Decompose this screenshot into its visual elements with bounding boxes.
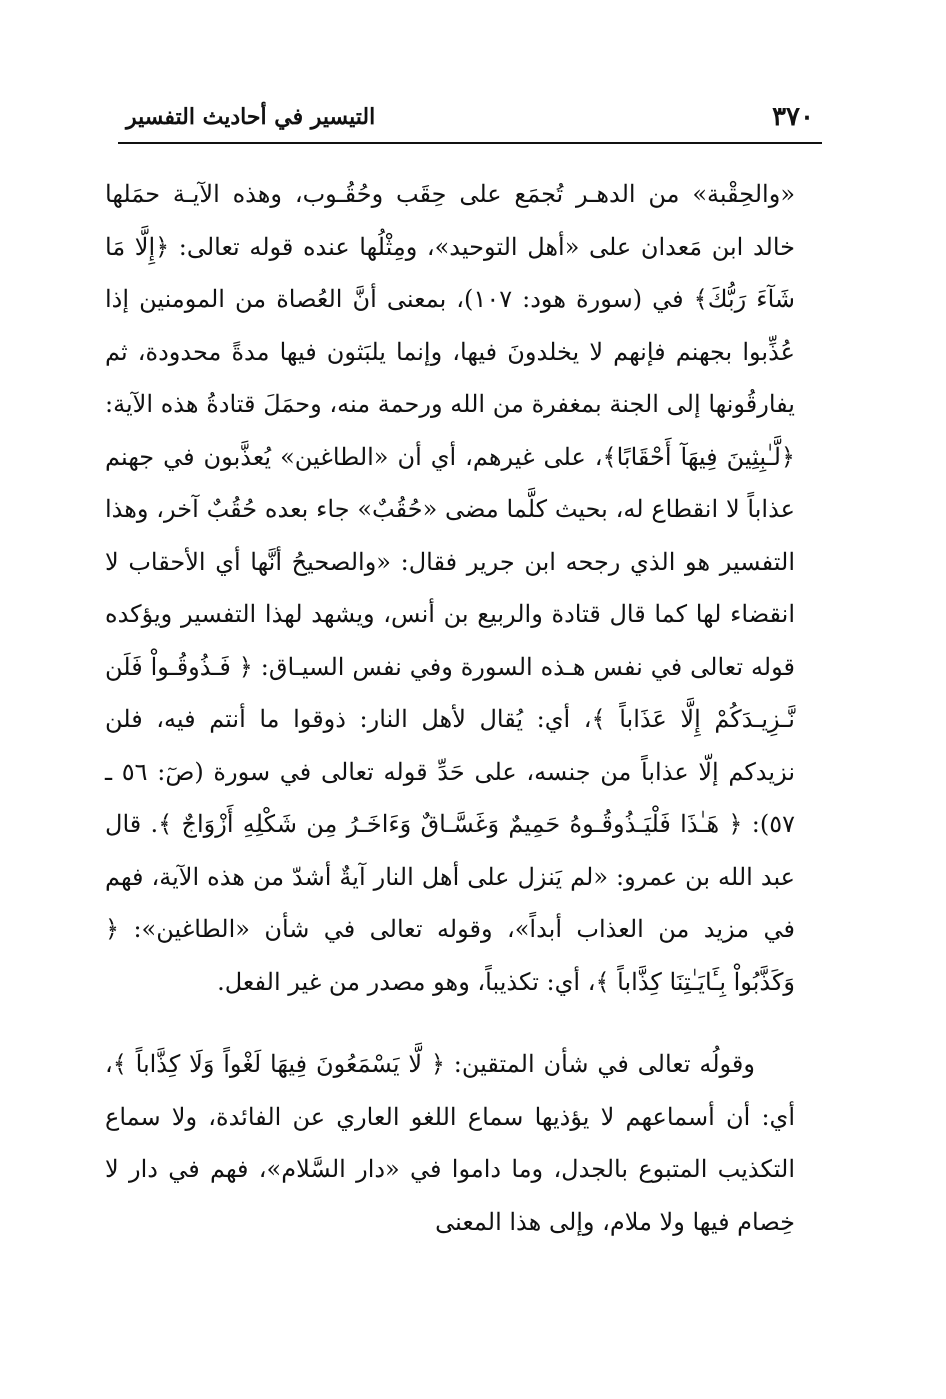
body-text [105, 168, 795, 1248]
paragraph-2-wrapper [105, 1038, 795, 1248]
paragraph-1: «والحِقْبة» من الدهـر تُجمَع على حِقَب وحُقُـوب، وهذه الآيـة حمَلها خالد ابن مَعدان على «أهل التوحيد»، ومِثْلُها عنده قوله تعالى: ﴿إِلَّا مَا شَآءَ رَبُّكَ﴾ في (سورة هود: ١٠٧)، بمعنى أنَّ العُصاة من المومنين إذا عُذِّبوا بجهنم فإنهم لا يخلدونَ فيها، وإنما يلبَثون فيها مدةً محدودة، ثم يفارقُونها إلى الجنة بمغفرة من الله ورحمة منه، وحمَلَ قتادةُ هذه الآية: ﴿لَّـٰبِثِينَ فِيهَآ أَحْقَابًا﴾، على غيرهم، أي أن «الطاغين» يُعذَّبون في جهنم عذاباً لا انقطاع له، بحيث كلَّما مضى «حُقُبٌ» جاء بعده حُقُبٌ آخر، وهذا التفسير هو الذي رجحه ابن جرير فقال: «والصحيحُ أنَّها أي الأحقاب لا انقضاء لها كما قال قتادة والربيع بن أنس، ويشهد لهذا التفسير ويؤكده قوله تعالى في نفس هـذه السورة وفي نفس السيـاق: ﴿ فَـذُوقُـواْ فَلَن نَّـزِيـدَكُمْ إِلَّا عَذَاباً ﴾، أي: يُقال لأهل النار: ذوقوا ما أنتم فيه، فلن نزيدكم إلّا عذاباً من جنسه، على حَدِّ قوله تعالى في سورة (صٓ: ٥٦ ـ ٥٧): ﴿ هَـٰذَا فَلْيَـذُوقُـوهُ حَمِيمٌ وَغَسَّـاقٌ وَءَاخَـرُ مِن شَكْلِهِ أَزْوَاجٌ ﴾. قال عبد الله بن عمرو: «لم يَنزل على أهل النار آيةٌ أشدّ من هذه الآية، فهم في مزيد من العذاب أبداً»، وقوله تعالى في شأن «الطاغين»: ﴿ وَكَذَّبُواْ بِـَٔايَـٰتِنَا كِذَّاباً ﴾، أي: تكذيباً، وهو مصدر من غير الفعل. [105, 180, 796, 996]
running-title: التيسير في أحاديث التفسير [126, 104, 376, 130]
page-number: ٣٧٠ [772, 102, 814, 132]
header-rule [118, 142, 822, 144]
paragraph-2: وقولُه تعالى في شأن المتقين: ﴿ لَّا يَسْمَعُونَ فِيهَا لَغْواً وَلَا كِذَّاباً ﴾، أي: أن أسماعهم لا يؤذيها سماع اللغو العاري عن الفائدة، ولا سماع التكذيب المتبوع بالجدل، وما داموا في «دار السَّلام»، فهم في دار لا خِصام فيها ولا ملام، وإلى هذا المعنى [105, 1050, 795, 1236]
page-header [118, 100, 822, 144]
